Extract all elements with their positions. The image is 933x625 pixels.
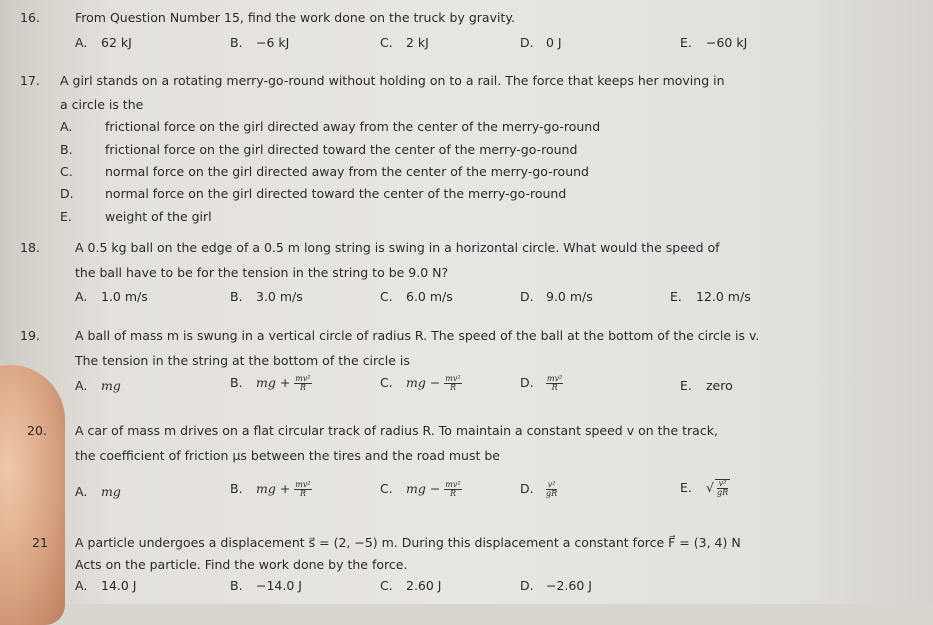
question-stem: the ball have to be for the tension in the string to be 9.0 N? — [75, 265, 449, 280]
option-letter: E. — [680, 480, 692, 495]
fraction: $\frac{\text{v²}}{gR}$ — [716, 479, 729, 497]
option-letter: C. — [380, 578, 393, 593]
option-text: 14.0 J — [101, 578, 137, 593]
option-text: zero — [706, 378, 733, 393]
fraction: $\frac{\text{mv²}}{R}$ — [445, 480, 461, 498]
option-text: 62 kJ — [101, 35, 132, 50]
option-letter: C. — [380, 35, 393, 50]
option-text: mg − — [406, 481, 441, 496]
answer-option[interactable] — [75, 378, 121, 393]
answer-option[interactable] — [520, 35, 562, 50]
question-stem: Acts on the particle. Find the work done by the force. — [75, 557, 408, 572]
option-letter: A. — [75, 378, 88, 393]
option-letter: A. — [60, 119, 73, 134]
answer-option[interactable] — [520, 578, 592, 593]
answer-option[interactable] — [520, 481, 557, 498]
option-text: mg — [101, 484, 121, 499]
option-text: 1.0 m/s — [101, 289, 148, 304]
option-text: frictional force on the girl directed away from the center of the merry-go-round — [105, 119, 601, 134]
answer-option[interactable] — [75, 578, 137, 593]
question-number: 17. — [20, 73, 40, 88]
answer-option[interactable] — [230, 481, 312, 498]
answer-option[interactable] — [380, 481, 462, 498]
answer-option[interactable] — [75, 289, 148, 304]
option-letter: C. — [380, 375, 393, 390]
fraction: $\frac{\text{mv²}}{R}$ — [295, 374, 311, 392]
option-letter: B. — [60, 142, 73, 157]
option-letter: B. — [230, 35, 243, 50]
fraction: $\frac{\text{mv²}}{R}$ — [547, 374, 563, 392]
question-number: 16. — [20, 10, 40, 25]
option-text: mg + — [256, 481, 291, 496]
answer-option[interactable] — [230, 578, 302, 593]
option-letter: B. — [230, 578, 243, 593]
question-number: 19. — [20, 328, 40, 343]
option-text: normal force on the girl directed away from the center of the merry-go-round — [105, 164, 589, 179]
fraction: $\frac{\text{v²}}{gR}$ — [546, 480, 558, 498]
option-text: 3.0 m/s — [256, 289, 303, 304]
option-letter: E. — [60, 209, 72, 224]
option-letter: D. — [520, 578, 534, 593]
answer-option[interactable] — [680, 35, 747, 50]
option-text: mg + — [256, 375, 291, 390]
option-text: mg — [101, 378, 121, 393]
option-text: weight of the girl — [105, 209, 212, 224]
option-text: frictional force on the girl directed toward the center of the merry-go-round — [105, 142, 578, 157]
option-letter: C. — [380, 289, 393, 304]
answer-option[interactable] — [60, 142, 577, 157]
option-letter: A. — [75, 484, 88, 499]
answer-option[interactable] — [380, 375, 462, 392]
option-text: −60 kJ — [706, 35, 748, 50]
option-letter: D. — [60, 186, 74, 201]
option-text: −2.60 J — [546, 578, 592, 593]
answer-option[interactable] — [60, 209, 212, 224]
question-number: 21 — [32, 535, 48, 550]
answer-option[interactable] — [520, 289, 593, 304]
sqrt-sign: √ — [706, 480, 714, 495]
option-text: 12.0 m/s — [696, 289, 751, 304]
option-letter: A. — [75, 289, 88, 304]
answer-option[interactable] — [680, 479, 730, 497]
thumb-overlay — [0, 365, 65, 625]
answer-option[interactable] — [60, 186, 566, 201]
option-letter: D. — [520, 35, 534, 50]
question-stem: From Question Number 15, find the work done on the truck by gravity. — [75, 10, 515, 25]
question-stem: A girl stands on a rotating merry-go-round without holding on to a rail. The force that keeps her moving in — [60, 73, 725, 88]
option-letter: A. — [75, 35, 88, 50]
answer-option[interactable] — [380, 578, 442, 593]
answer-option[interactable] — [75, 484, 121, 499]
question-stem: A particle undergoes a displacement s⃗ = (2, −5) m. During this displacement a constant force F⃗ = (3, 4) N — [75, 535, 741, 550]
option-text: 6.0 m/s — [406, 289, 453, 304]
option-letter: E. — [680, 35, 692, 50]
fraction: $\frac{\text{mv²}}{R}$ — [445, 374, 461, 392]
question-stem: A ball of mass m is swung in a vertical circle of radius R. The speed of the ball at the bottom of the circle is v. — [75, 328, 760, 343]
option-letter: D. — [520, 481, 534, 496]
option-text: −6 kJ — [256, 35, 290, 50]
option-letter: E. — [670, 289, 682, 304]
question-stem: the coefficient of friction μs between the tires and the road must be — [75, 448, 500, 463]
option-letter: A. — [75, 578, 88, 593]
answer-option[interactable] — [60, 164, 589, 179]
fraction: $\frac{\text{mv²}}{R}$ — [295, 480, 311, 498]
answer-option[interactable] — [230, 289, 303, 304]
option-text: −14.0 J — [256, 578, 302, 593]
option-text: normal force on the girl directed toward the center of the merry-go-round — [105, 186, 567, 201]
answer-option[interactable] — [380, 35, 429, 50]
answer-option[interactable] — [60, 119, 600, 134]
option-letter: C. — [60, 164, 73, 179]
option-text: 2.60 J — [406, 578, 442, 593]
option-letter: B. — [230, 481, 243, 496]
option-letter: D. — [520, 289, 534, 304]
option-text: 0 J — [546, 35, 562, 50]
answer-option[interactable] — [670, 289, 751, 304]
question-stem: The tension in the string at the bottom of the circle is — [75, 353, 410, 368]
question-stem: a circle is the — [60, 97, 144, 112]
question-stem: A 0.5 kg ball on the edge of a 0.5 m long string is swing in a horizontal circle. What would the speed of — [75, 240, 720, 255]
option-text: 9.0 m/s — [546, 289, 593, 304]
option-letter: B. — [230, 289, 243, 304]
answer-option[interactable] — [75, 35, 132, 50]
answer-option[interactable] — [380, 289, 453, 304]
question-number: 20. — [27, 423, 47, 438]
option-letter: E. — [680, 378, 692, 393]
option-letter: D. — [520, 375, 534, 390]
answer-option[interactable] — [230, 375, 312, 392]
answer-option[interactable] — [230, 35, 289, 50]
question-stem: A car of mass m drives on a flat circular track of radius R. To maintain a constant speed v on the track, — [75, 423, 718, 438]
option-letter: B. — [230, 375, 243, 390]
option-text: 2 kJ — [406, 35, 429, 50]
answer-option[interactable] — [680, 378, 733, 393]
option-text: mg − — [406, 375, 441, 390]
answer-option[interactable] — [520, 375, 563, 392]
option-letter: C. — [380, 481, 393, 496]
question-number: 18. — [20, 240, 40, 255]
